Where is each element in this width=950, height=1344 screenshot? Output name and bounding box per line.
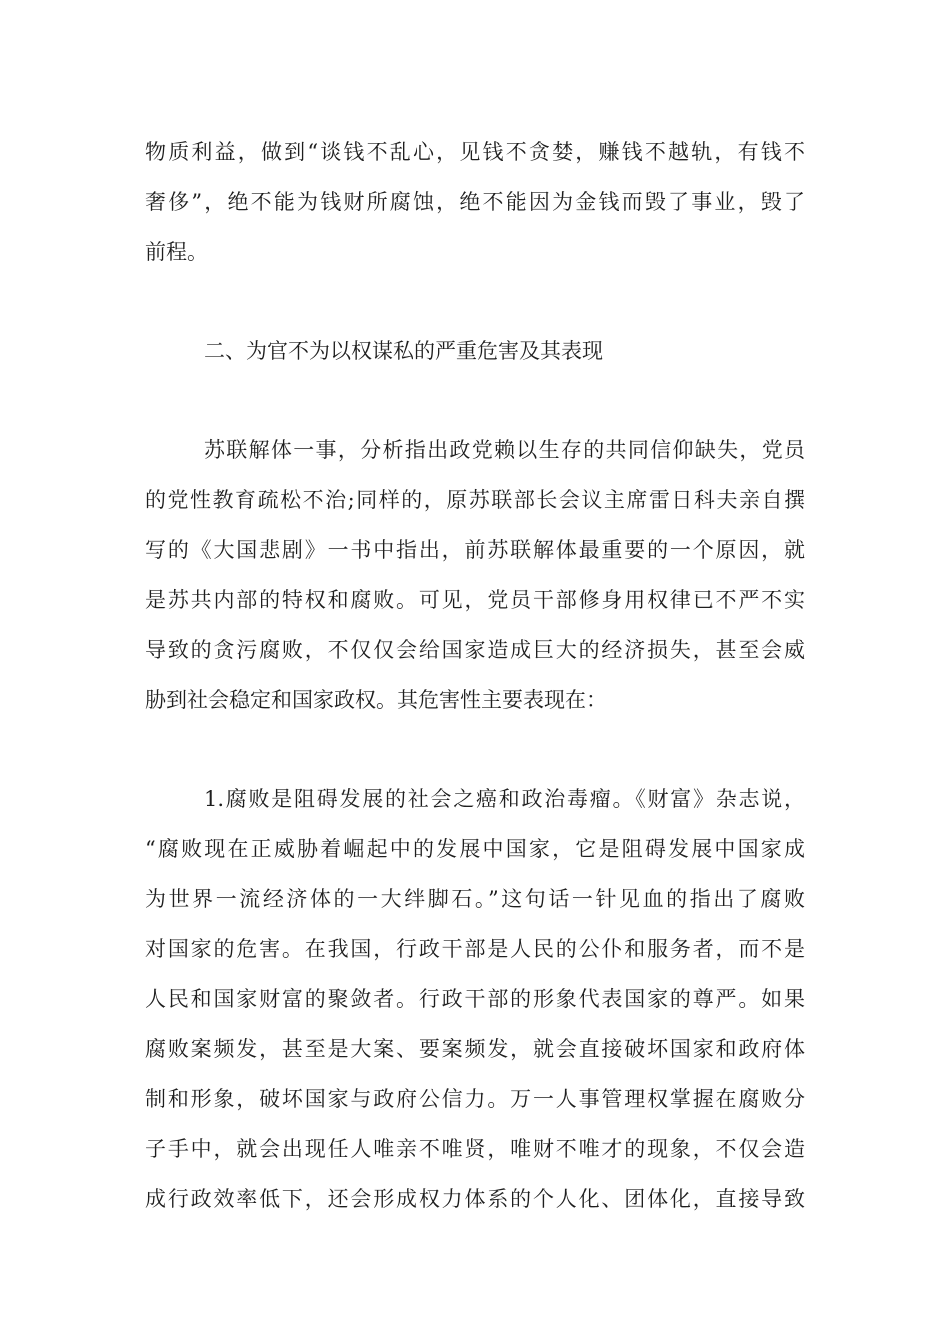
paragraph-line: 1.腐败是阻碍发展的社会之癌和政治毒瘤。《财富》杂志说，	[204, 787, 805, 811]
paragraph-line: 成行政效率低下，还会形成权力体系的个人化、团体化，直接导致	[145, 1187, 805, 1211]
paragraph-line: 的党性教育疏松不治;同样的，原苏联部长会议主席雷日科夫亲自撰	[145, 488, 805, 512]
paragraph-line: 子手中，就会出现任人唯亲不唯贤，唯财不唯才的现象，不仅会造	[145, 1137, 805, 1161]
paragraph-line: 制和形象，破坏国家与政府公信力。万一人事管理权掌握在腐败分	[145, 1087, 805, 1111]
section-heading: 二、为官不为以权谋私的严重危害及其表现	[204, 339, 603, 363]
paragraph-line: 为世界一流经济体的一大绊脚石。”这句话一针见血的指出了腐败	[145, 887, 805, 911]
paragraph-line: 写的《大国悲剧》一书中指出，前苏联解体最重要的一个原因，就	[145, 538, 805, 562]
paragraph-line: 奢侈”，绝不能为钱财所腐蚀，绝不能因为金钱而毁了事业，毁了	[145, 190, 805, 214]
paragraph-line: 是苏共内部的特权和腐败。可见，党员干部修身用权律已不严不实	[145, 588, 805, 612]
paragraph-line: 腐败案频发，甚至是大案、要案频发，就会直接破坏国家和政府体	[145, 1037, 805, 1061]
paragraph-line: “腐败现在正威胁着崛起中的发展中国家，它是阻碍发展中国家成	[145, 837, 805, 861]
paragraph-line: 苏联解体一事，分析指出政党赖以生存的共同信仰缺失，党员	[204, 438, 805, 462]
paragraph-line: 导致的贪污腐败，不仅仅会给国家造成巨大的经济损失，甚至会威	[145, 638, 805, 662]
paragraph-line: 胁到社会稳定和国家政权。其危害性主要表现在：	[145, 688, 607, 712]
paragraph-line: 物质利益，做到“谈钱不乱心，见钱不贪婪，赚钱不越轨，有钱不	[145, 140, 805, 164]
paragraph-line: 前程。	[145, 240, 208, 264]
paragraph-line: 人民和国家财富的聚敛者。行政干部的形象代表国家的尊严。如果	[145, 987, 805, 1011]
paragraph-line: 对国家的危害。在我国，行政干部是人民的公仆和服务者，而不是	[145, 937, 805, 961]
